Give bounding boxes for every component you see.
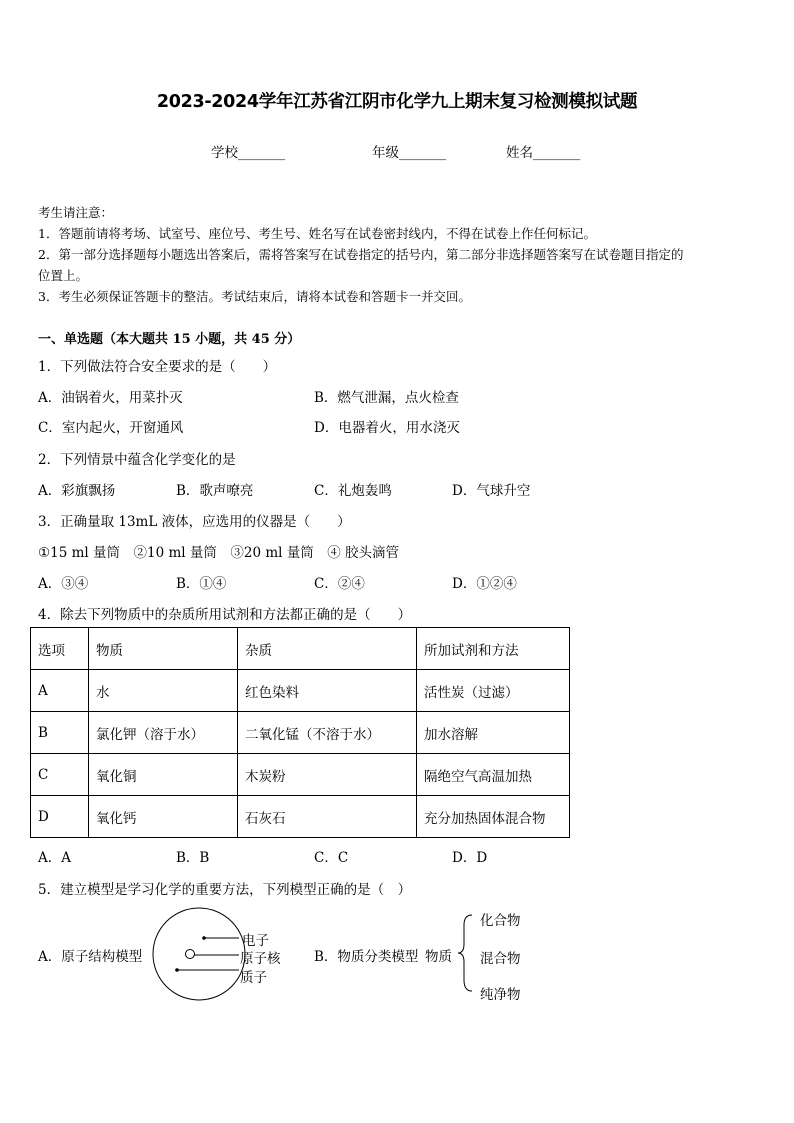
- name-field: 姓名_______: [506, 145, 581, 161]
- q1-option-a: A．油锅着火，用菜扑灭: [38, 390, 183, 406]
- classification-branch-mixture: 混合物: [480, 951, 521, 967]
- notice-item-1: 1．答题前请将考场、试室号、座位号、考生号、姓名写在试卷密封线内，不得在试卷上作任何标记。: [38, 226, 596, 241]
- q1-option-d: D．电器着火，用水浇灭: [314, 420, 460, 436]
- table-cell: 水: [89, 670, 238, 712]
- table-cell: A: [31, 670, 89, 712]
- q3-option-b: B．①④: [176, 576, 227, 592]
- q2-stem: 2．下列情景中蕴含化学变化的是: [38, 452, 236, 468]
- notice-heading: 考生请注意：: [38, 205, 114, 220]
- table-cell: 氯化钾（溶于水）: [89, 712, 238, 754]
- table-cell: 氧化铜: [89, 754, 238, 796]
- classification-root: 物质: [425, 949, 452, 965]
- notice-item-2-cont: 位置上。: [38, 268, 89, 283]
- table-cell: 石灰石: [238, 796, 417, 838]
- q1-stem: 1．下列做法符合安全要求的是（ ）: [38, 359, 277, 375]
- q1-option-b: B．燃气泄漏，点火检查: [314, 390, 459, 406]
- grade-field: 年级_______: [372, 145, 447, 161]
- school-field: 学校_______: [211, 145, 286, 161]
- q4-option-d: D．D: [452, 850, 488, 866]
- q4-option-c: C．C: [314, 850, 349, 866]
- classification-branch-pure: 纯净物: [480, 987, 521, 1003]
- q4-option-a: A．A: [38, 850, 71, 866]
- q3-option-a: A．③④: [38, 576, 89, 592]
- nucleus-circle: [186, 950, 195, 959]
- table-cell: 二氧化锰（不溶于水）: [238, 712, 417, 754]
- q4-option-b: B．B: [176, 850, 210, 866]
- q1-option-c: C．室内起火，开窗通风: [38, 420, 184, 436]
- table-header-cell: 杂质: [238, 628, 417, 670]
- table-cell: 活性炭（过滤）: [417, 670, 570, 712]
- table-header-cell: 选项: [31, 628, 89, 670]
- classification-brace: [458, 915, 472, 991]
- q5-stem: 5．建立模型是学习化学的重要方法，下列模型正确的是（ ）: [38, 882, 412, 898]
- classification-branch-compound: 化合物: [480, 913, 521, 929]
- atom-label-proton: 质子: [240, 970, 267, 986]
- q2-option-b: B．歌声嘹亮: [176, 483, 254, 499]
- table-header-cell: 物质: [89, 628, 238, 670]
- table-cell: 加水溶解: [417, 712, 570, 754]
- table-cell: 木炭粉: [238, 754, 417, 796]
- atom-label-electron: 电子: [242, 933, 269, 949]
- q4-stem: 4．除去下列物质中的杂质所用试剂和方法都正确的是（ ）: [38, 607, 412, 623]
- q3-stem: 3．正确量取 13mL 液体，应选用的仪器是（ ）: [38, 514, 351, 530]
- q5-option-a-label: A．原子结构模型: [38, 949, 143, 965]
- section-heading: 一、单选题（本大题共 15 小题，共 45 分）: [38, 332, 301, 347]
- table-cell: 隔绝空气高温加热: [417, 754, 570, 796]
- exam-title: 2023-2024学年江苏省江阴市化学九上期末复习检测模拟试题: [156, 92, 638, 112]
- q3-option-c: C．②④: [314, 576, 365, 592]
- notice-item-3: 3．考生必须保证答题卡的整洁。考试结束后，请将本试卷和答题卡一并交回。: [38, 289, 471, 304]
- table-cell: B: [31, 712, 89, 754]
- q2-option-a: A．彩旗飘扬: [38, 483, 116, 499]
- q2-option-c: C．礼炮轰鸣: [314, 483, 392, 499]
- q3-option-d: D．①②④: [452, 576, 517, 592]
- q3-instruments: ①15 ml 量筒 ②10 ml 量筒 ③20 ml 量筒 ④ 胶头滴管: [38, 545, 400, 561]
- table-cell: 氧化钙: [89, 796, 238, 838]
- table-cell: 充分加热固体混合物: [417, 796, 570, 838]
- atom-outer-circle: [153, 908, 245, 1000]
- q5-option-b-label: B．物质分类模型: [314, 949, 419, 965]
- table-cell: 红色染料: [238, 670, 417, 712]
- q2-option-d: D．气球升空: [452, 483, 531, 499]
- table-cell: C: [31, 754, 89, 796]
- table-header-cell: 所加试剂和方法: [417, 628, 570, 670]
- atom-label-nucleus: 原子核: [240, 951, 281, 967]
- table-cell: D: [31, 796, 89, 838]
- notice-item-2: 2．第一部分选择题每小题选出答案后，需将答案写在试卷指定的括号内，第二部分非选择题答案写在试卷题目指定的: [38, 247, 684, 262]
